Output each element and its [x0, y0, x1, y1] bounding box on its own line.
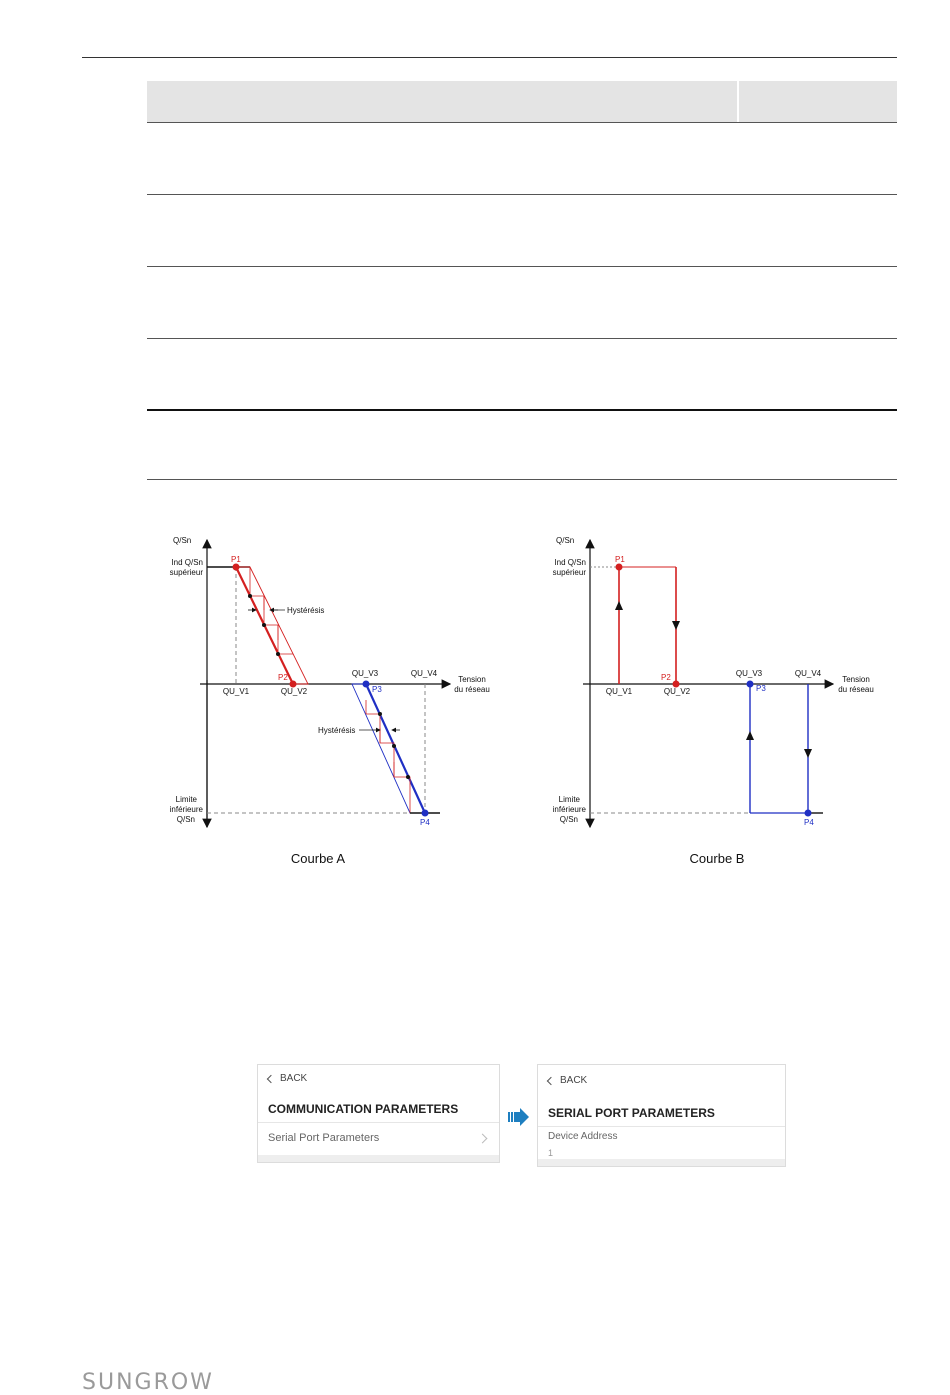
serial-port-parameters-screen [537, 1064, 786, 1167]
caption-curve-a: Courbe A [290, 851, 346, 866]
table-row [147, 123, 897, 195]
p1-label: P1 [231, 555, 241, 564]
screen-title: COMMUNICATION PARAMETERS [268, 1102, 459, 1116]
upper-label-2: supérieur [552, 568, 586, 577]
x-axis-label-2: du réseau [454, 685, 490, 694]
header-rule [82, 57, 897, 58]
p4-label: P4 [804, 818, 814, 827]
lower-label-2: inférieure [552, 805, 586, 814]
lower-label-1: Limite [558, 795, 580, 804]
table-row [147, 339, 897, 411]
blue-main-line [366, 684, 425, 813]
red-hysteresis-band [236, 567, 308, 684]
p3-label: P3 [372, 685, 382, 694]
upper-label-2: supérieur [169, 568, 203, 577]
bottom-strip [258, 1155, 499, 1162]
hysteresis-label-upper: Hystérésis [287, 606, 325, 615]
v3-label: QU_V3 [735, 669, 763, 678]
arrow-down-red [672, 621, 680, 630]
caption-curve-b: Courbe B [689, 851, 745, 866]
device-address-label: Device Address [548, 1131, 618, 1142]
v2-label: QU_V2 [663, 687, 691, 696]
arrow-down-blue [804, 749, 812, 758]
v3-label: QU_V3 [351, 669, 379, 678]
header-column-divider [737, 81, 739, 122]
x-axis-label-2: du réseau [838, 685, 874, 694]
sungrow-logo: SUNGROW [82, 1370, 214, 1395]
y-axis-label: Q/Sn [173, 536, 192, 545]
arrow-up-blue [746, 731, 754, 740]
arrow-up-red [615, 601, 623, 610]
point-p4 [805, 810, 812, 817]
bottom-strip [538, 1159, 785, 1166]
p2-label: P2 [661, 673, 671, 682]
x-axis-label-1: Tension [458, 675, 486, 684]
p1-label: P1 [615, 555, 625, 564]
lower-label-3: Q/Sn [176, 815, 195, 824]
x-axis-label-1: Tension [842, 675, 870, 684]
lower-label-1: Limite [175, 795, 197, 804]
upper-label-1: Ind Q/Sn [554, 558, 586, 567]
back-label: BACK [280, 1073, 308, 1084]
divider [538, 1126, 785, 1127]
blue-hysteresis-band [352, 684, 425, 813]
communication-parameters-screen [257, 1064, 500, 1163]
arrow-right-icon [508, 1108, 530, 1126]
v1-label: QU_V1 [222, 687, 250, 696]
back-button[interactable] [268, 1073, 307, 1084]
p2-label: P2 [278, 673, 288, 682]
divider [258, 1122, 499, 1123]
parameter-table [147, 81, 897, 480]
red-steps-lower [366, 700, 410, 813]
point-p3 [747, 681, 754, 688]
chevron-left-icon [267, 1074, 275, 1082]
v2-label: QU_V2 [280, 687, 308, 696]
back-label: BACK [560, 1075, 588, 1086]
lower-label-3: Q/Sn [559, 815, 578, 824]
back-button[interactable] [548, 1075, 587, 1086]
point-p3 [363, 681, 370, 688]
table-row [147, 195, 897, 267]
v4-label: QU_V4 [410, 669, 438, 678]
serial-port-parameters-item[interactable]: Serial Port Parameters [268, 1132, 380, 1144]
curve-a-diagram [160, 530, 500, 830]
v4-label: QU_V4 [794, 669, 822, 678]
point-p1 [616, 564, 623, 571]
p4-label: P4 [420, 818, 430, 827]
point-p4 [422, 810, 429, 817]
table-header [147, 81, 897, 123]
hysteresis-label-lower: Hystérésis [318, 726, 356, 735]
p3-label: P3 [756, 684, 766, 693]
table-row [147, 267, 897, 339]
point-p1 [233, 564, 240, 571]
chevron-left-icon [547, 1076, 555, 1084]
curve-b-diagram [545, 530, 885, 830]
lower-label-2: inférieure [169, 805, 203, 814]
screen-title: SERIAL PORT PARAMETERS [548, 1106, 715, 1120]
upper-label-1: Ind Q/Sn [171, 558, 203, 567]
chevron-right-icon [478, 1134, 488, 1144]
v1-label: QU_V1 [605, 687, 633, 696]
table-row [147, 411, 897, 480]
device-address-value[interactable]: 1 [548, 1148, 554, 1158]
y-axis-label: Q/Sn [556, 536, 575, 545]
